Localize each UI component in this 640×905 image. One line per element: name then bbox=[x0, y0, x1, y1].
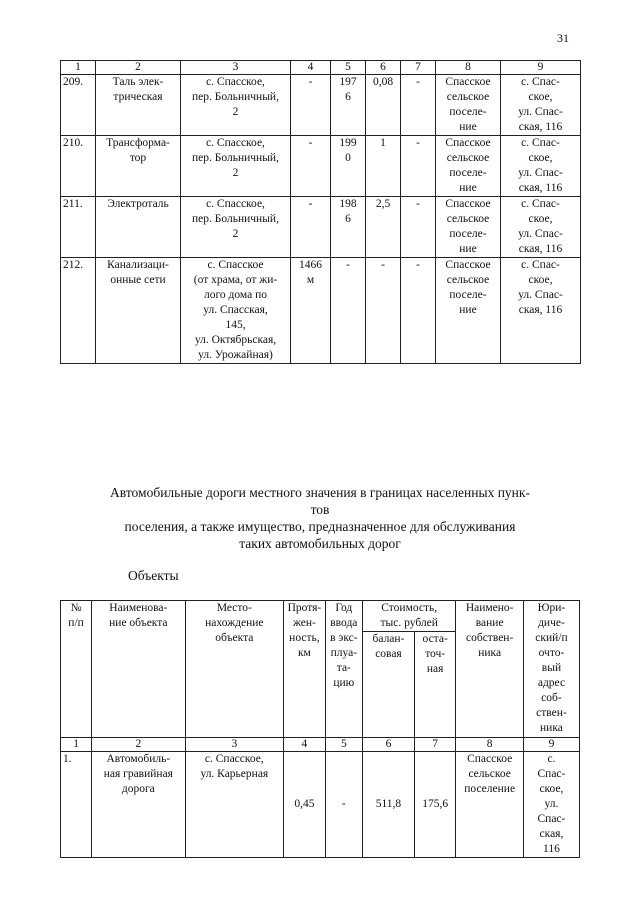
table-row bbox=[61, 752, 580, 858]
header-address: Юри- диче- ский/п очто- вый адрес соб- ствен- ника bbox=[523, 601, 579, 738]
owner-name: Спасское сельское поселе- ние bbox=[436, 136, 501, 197]
owner-address: с. Спас- ское, ул. Спас- ская, 116 bbox=[501, 258, 581, 364]
cell-col7: - bbox=[401, 197, 436, 258]
cell-col5: 197 6 bbox=[331, 75, 366, 136]
cell-col6: 0,08 bbox=[366, 75, 401, 136]
row-number: 1. bbox=[61, 752, 92, 858]
column-number-row bbox=[61, 61, 581, 75]
header-cost: Стоимость, тыс. рублей bbox=[363, 601, 456, 632]
object-location: с. Спасское, пер. Больничный, 2 bbox=[181, 197, 291, 258]
col-number: 7 bbox=[414, 738, 456, 752]
object-location: с. Спасское, пер. Больничный, 2 bbox=[181, 75, 291, 136]
object-name: Трансформа- тор bbox=[96, 136, 181, 197]
header-row bbox=[61, 601, 580, 632]
owner-name: Спасское сельское поселе- ние bbox=[436, 197, 501, 258]
col-number: 3 bbox=[185, 738, 284, 752]
header-owner: Наимено- вание собствен- ника bbox=[456, 601, 523, 738]
table-row bbox=[61, 75, 581, 136]
section-heading: Автомобильные дороги местного значения в границах населенных пунк- тов поселения, а также имущество, предназначенное для обслуживания таких автомобильных дорог bbox=[110, 485, 530, 551]
owner-name: Спасское сельское поселе- ние bbox=[436, 75, 501, 136]
cell-col5: - bbox=[331, 258, 366, 364]
object-name: Электроталь bbox=[96, 197, 181, 258]
object-name: Таль элек- трическая bbox=[96, 75, 181, 136]
col-number: 6 bbox=[363, 738, 415, 752]
cell-col4: 1466 м bbox=[291, 258, 331, 364]
header-number: № п/п bbox=[61, 601, 92, 738]
balance-cost: 511,8 bbox=[363, 752, 415, 858]
cell-col6: 2,5 bbox=[366, 197, 401, 258]
road-length: 0,45 bbox=[284, 752, 326, 858]
owner-address: с. Спас- ское, ул. Спас- ская, 116 bbox=[501, 136, 581, 197]
table-row bbox=[61, 197, 581, 258]
header-location: Место- нахождение объекта bbox=[185, 601, 284, 738]
col-number: 2 bbox=[92, 738, 185, 752]
roads-table bbox=[60, 600, 580, 858]
column-number-row bbox=[61, 738, 580, 752]
object-location: с. Спасское, ул. Карьерная bbox=[185, 752, 284, 858]
cell-col5: 199 0 bbox=[331, 136, 366, 197]
table-row bbox=[61, 136, 581, 197]
cell-col4: - bbox=[291, 136, 331, 197]
object-location: с. Спасское, пер. Больничный, 2 bbox=[181, 136, 291, 197]
header-cost-balance: балан- совая bbox=[363, 632, 415, 738]
residual-cost: 175,6 bbox=[414, 752, 456, 858]
col-number: 8 bbox=[456, 738, 523, 752]
cell-col7: - bbox=[401, 75, 436, 136]
table-row bbox=[61, 258, 581, 364]
col-number: 9 bbox=[501, 61, 581, 75]
col-number: 9 bbox=[523, 738, 579, 752]
cell-col5: 198 6 bbox=[331, 197, 366, 258]
owner-name: Спасское сельское поселение bbox=[456, 752, 523, 858]
col-number: 6 bbox=[366, 61, 401, 75]
header-year: Год ввода в экс- плуа- та- цию bbox=[325, 601, 362, 738]
object-name: Канализаци- онные сети bbox=[96, 258, 181, 364]
row-number: 211. bbox=[61, 197, 96, 258]
col-number: 3 bbox=[181, 61, 291, 75]
cell-col4: - bbox=[291, 197, 331, 258]
col-number: 1 bbox=[61, 738, 92, 752]
col-number: 4 bbox=[284, 738, 326, 752]
col-number: 7 bbox=[401, 61, 436, 75]
commission-year: - bbox=[325, 752, 362, 858]
owner-address: с. Спас- ское, ул. Спас- ская, 116 bbox=[523, 752, 579, 858]
object-location: с. Спасское (от храма, от жи- лого дома по ул. Спасская, 145, ул. Октябрьская, ул. Урожайная) bbox=[181, 258, 291, 364]
header-length: Протя- жен- ность, км bbox=[284, 601, 326, 738]
owner-name: Спасское сельское поселе- ние bbox=[436, 258, 501, 364]
owner-address: с. Спас- ское, ул. Спас- ская, 116 bbox=[501, 75, 581, 136]
cell-col7: - bbox=[401, 258, 436, 364]
cell-col6: - bbox=[366, 258, 401, 364]
header-cost-residual: оста- точ- ная bbox=[414, 632, 456, 738]
row-number: 209. bbox=[61, 75, 96, 136]
page-number: 31 bbox=[557, 31, 569, 45]
owner-address: с. Спас- ское, ул. Спас- ская, 116 bbox=[501, 197, 581, 258]
object-name: Автомобиль- ная гравийная дорога bbox=[92, 752, 185, 858]
col-number: 2 bbox=[96, 61, 181, 75]
cell-col7: - bbox=[401, 136, 436, 197]
col-number: 5 bbox=[331, 61, 366, 75]
property-table bbox=[60, 60, 581, 364]
col-number: 4 bbox=[291, 61, 331, 75]
col-number: 8 bbox=[436, 61, 501, 75]
row-number: 210. bbox=[61, 136, 96, 197]
row-number: 212. bbox=[61, 258, 96, 364]
cell-col6: 1 bbox=[366, 136, 401, 197]
col-number: 5 bbox=[325, 738, 362, 752]
objects-label: Объекты bbox=[128, 568, 179, 583]
col-number: 1 bbox=[61, 61, 96, 75]
cell-col4: - bbox=[291, 75, 331, 136]
header-object-name: Наименова- ние объекта bbox=[92, 601, 185, 738]
